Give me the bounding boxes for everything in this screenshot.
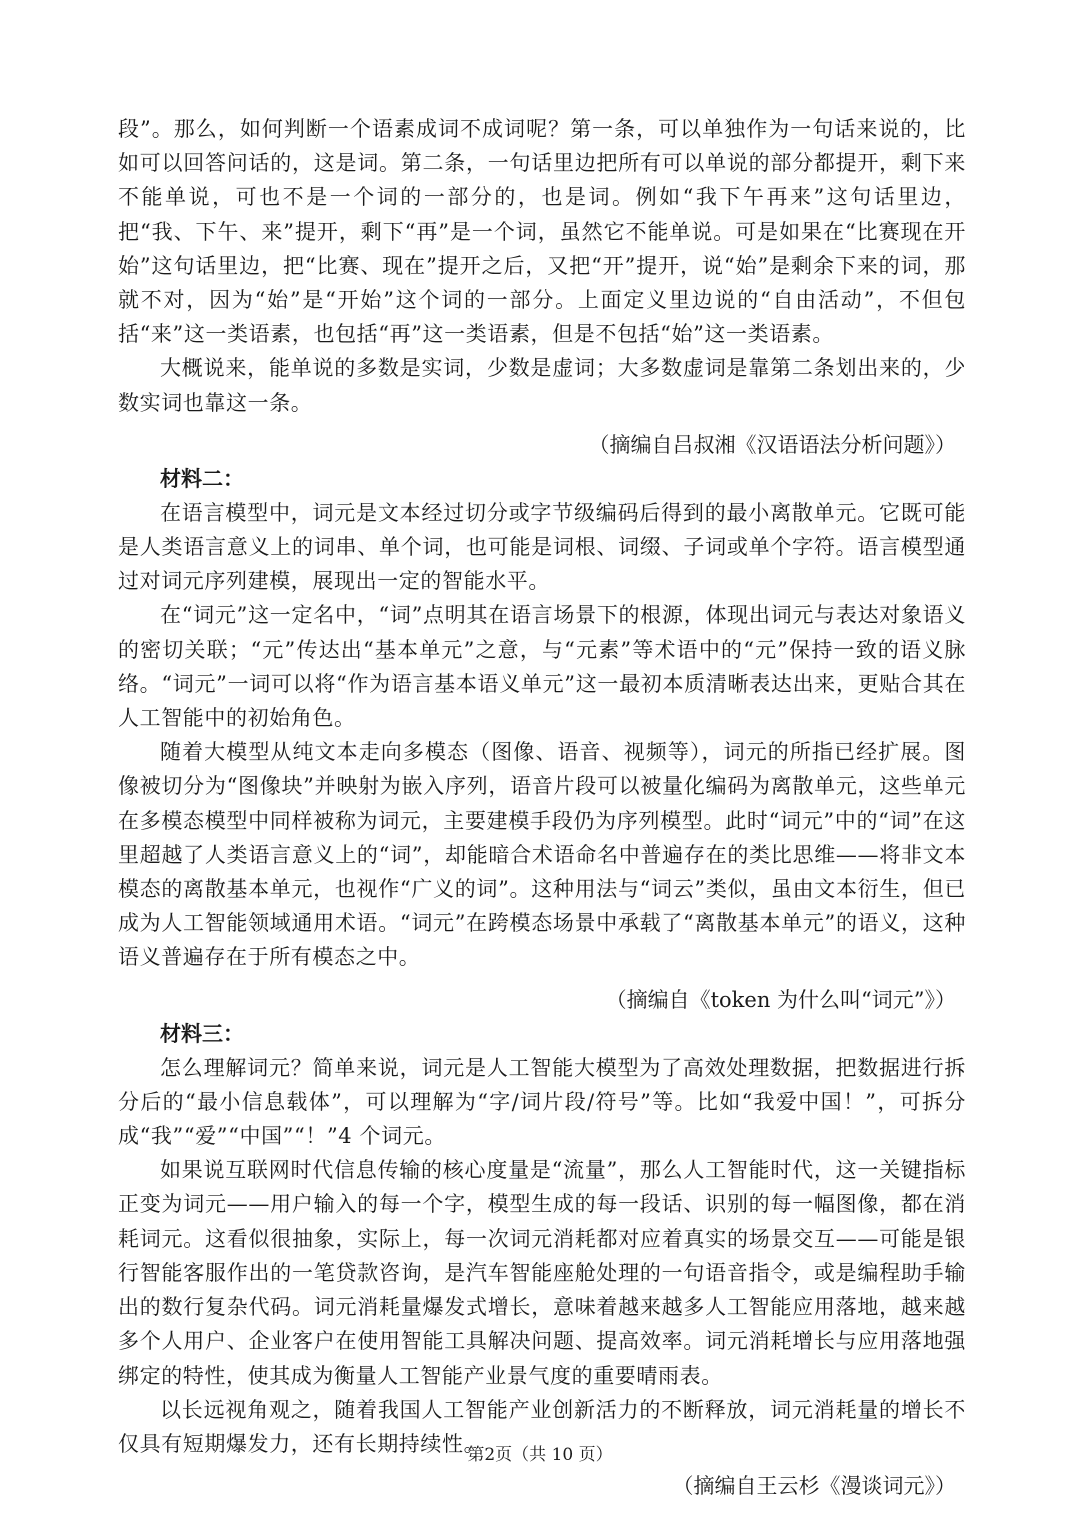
material-3-heading: 材料三： [160,1021,244,1046]
document-page [118,112,966,1503]
material-2-paragraph-2: 在“词元”这一定名中，“词”点明其在语言场景下的根源，体现出词元与表达对象语义的密切关联；“元”传达出“基本单元”之意，与“元素”等术语中的“元”保持一致的语义脉络。“词元”一词可以将“作为语言基本语义单元”这一最初本质清晰表达出来，更贴合其在人工智能中的初始角色。 [118,603,966,731]
material-2-paragraph-1: 在语言模型中，词元是文本经过切分或字节级编码后得到的最小离散单元。它既可能是人类语言意义上的词串、单个词，也可能是词根、词缀、子词或单个字符。语言模型通过对词元序列建模，展现出一定的智能水平。 [118,500,966,594]
material-2-heading: 材料二： [160,466,244,491]
material-2-paragraph-3: 随着大模型从纯文本走向多模态（图像、语音、视频等），词元的所指已经扩展。图像被切分为“图像块”并映射为嵌入序列，语音片段可以被量化编码为离散单元，这些单元在多模态模型中同样被称为词元，主要建模手段仍为序列模型。此时“词元”中的“词”在这里超越了人类语言意义上的“词”，却能暗合术语命名中普遍存在的类比思维——将非文本模态的离散基本单元，也视作“广义的词”。这种用法与“词云”类似，虽由文本衍生，但已成为人工智能领域通用术语。“词元”在跨模态场景中承载了“离散基本单元”的语义，这种语义普遍存在于所有模态之中。 [118,740,966,970]
intro-paragraph-2: 大概说来，能单说的多数是实词，少数是虚词；大多数虚词是靠第二条划出来的，少数实词也靠这一条。 [118,356,966,415]
material-3-paragraph-1: 怎么理解词元？简单来说，词元是人工智能大模型为了高效处理数据，把数据进行拆分后的“最小信息载体”，可以理解为“字/词片段/符号”等。比如“我爱中国！”，可拆分成“我”“爱”“中国”“！”4 个词元。 [118,1055,966,1149]
intro-source: （摘编自吕叔湘《汉语语法分析问题》） [588,432,956,457]
page-number-footer: 第2页（共 10 页） [467,1445,613,1465]
intro-paragraph-1: 段”。那么，如何判断一个语素成词不成词呢？第一条，可以单独作为一句话来说的，比如可以回答问话的，这是词。第二条，一句话里边把所有可以单说的部分都提开，剩下来不能单说，可也不是一个词的一部分的，也是词。例如“我下午再来”这句话里边，把“我、下午、来”提开，剩下“再”是一个词，虽然它不能单说。可是如果在“比赛现在开始”这句话里边，把“比赛、现在”提开之后，又把“开”提开，说“始”是剩余下来的词，那就不对，因为“始”是“开始”这个词的一部分。上面定义里边说的“自由活动”，不但包括“来”这一类语素，也包括“再”这一类语素，但是不包括“始”这一类语素。 [118,117,966,347]
material-3-source: （摘编自王云杉《漫谈词元》） [672,1474,956,1499]
material-3-paragraph-2: 如果说互联网时代信息传输的核心度量是“流量”，那么人工智能时代，这一关键指标正变为词元——用户输入的每一个字，模型生成的每一段话、识别的每一幅图像，都在消耗词元。这看似很抽象，实际上，每一次词元消耗都对应着真实的场景交互——可能是银行智能客服作出的一笔贷款咨询，是汽车智能座舱处理的一句语音指令，或是编程助手输出的数行复杂代码。词元消耗量爆发式增长，意味着越来越多人工智能应用落地，越来越多个人用户、企业客户在使用智能工具解决问题、提高效率。词元消耗增长与应用落地强绑定的特性，使其成为衡量人工智能产业景气度的重要晴雨表。 [118,1158,966,1388]
material-3-paragraph-3: 以长远视角观之，随着我国人工智能产业创新活力的不断释放，词元消耗量的增长不仅具有短期爆发力，还有长期持续性。 [118,1397,966,1456]
material-2-source: （摘编自《token 为什么叫“词元”》） [605,987,956,1012]
